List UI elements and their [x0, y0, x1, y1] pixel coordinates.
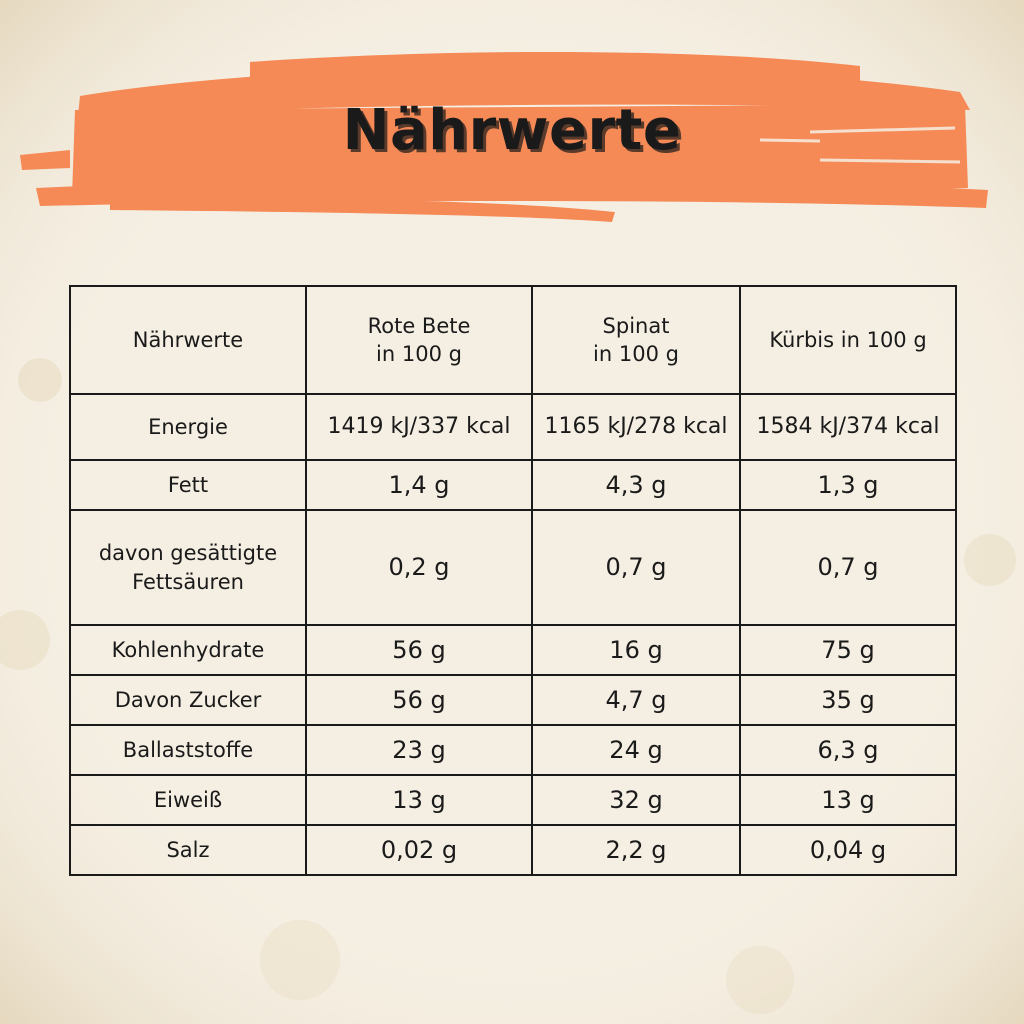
row-label-fett: Fett [70, 460, 306, 510]
table-row [70, 825, 956, 875]
nutrition-table [69, 285, 957, 876]
cell-kuerbis: 0,04 g [740, 825, 956, 875]
table-row [70, 510, 956, 625]
row-label-davon-zucker: Davon Zucker [70, 675, 306, 725]
cell-kuerbis: 0,7 g [740, 510, 956, 625]
page-title: Nährwerte [342, 98, 682, 163]
cell-spinat: 2,2 g [532, 825, 740, 875]
table-header-row [70, 286, 956, 394]
cell-rote-bete: 13 g [306, 775, 532, 825]
table-row [70, 394, 956, 460]
cell-rote-bete: 56 g [306, 675, 532, 725]
table-row [70, 725, 956, 775]
cell-spinat: 24 g [532, 725, 740, 775]
cell-rote-bete: 1419 kJ/337 kcal [306, 394, 532, 460]
cell-rote-bete: 0,2 g [306, 510, 532, 625]
row-label-salz: Salz [70, 825, 306, 875]
table-row [70, 460, 956, 510]
cell-kuerbis: 1,3 g [740, 460, 956, 510]
cell-spinat: 16 g [532, 625, 740, 675]
cell-kuerbis: 35 g [740, 675, 956, 725]
cell-spinat: 4,3 g [532, 460, 740, 510]
cell-spinat: 4,7 g [532, 675, 740, 725]
cell-kuerbis: 1584 kJ/374 kcal [740, 394, 956, 460]
cell-spinat: 1165 kJ/278 kcal [532, 394, 740, 460]
header-spinat [532, 286, 740, 394]
cell-rote-bete: 1,4 g [306, 460, 532, 510]
table-row [70, 675, 956, 725]
cell-rote-bete: 0,02 g [306, 825, 532, 875]
header-rote-bete-text: Rote Bete in 100 g [367, 313, 471, 366]
cell-kuerbis: 75 g [740, 625, 956, 675]
header-rote-bete [306, 286, 532, 394]
cell-kuerbis: 6,3 g [740, 725, 956, 775]
cell-spinat: 32 g [532, 775, 740, 825]
header-spinat-text: Spinat in 100 g [593, 313, 679, 366]
row-label-energie: Energie [70, 394, 306, 460]
cell-rote-bete: 56 g [306, 625, 532, 675]
table-row [70, 775, 956, 825]
row-label-kohlenhydrate: Kohlenhydrate [70, 625, 306, 675]
header-nutrient: Nährwerte [70, 286, 306, 394]
cell-rote-bete: 23 g [306, 725, 532, 775]
row-label-gesaettigte-fettsaeuren: davon gesättigte Fettsäuren [70, 510, 306, 625]
row-label-ballaststoffe: Ballaststoffe [70, 725, 306, 775]
cell-kuerbis: 13 g [740, 775, 956, 825]
cell-spinat: 0,7 g [532, 510, 740, 625]
table-row [70, 625, 956, 675]
row-label-eiweiss: Eiweiß [70, 775, 306, 825]
header-kuerbis: Kürbis in 100 g [740, 286, 956, 394]
